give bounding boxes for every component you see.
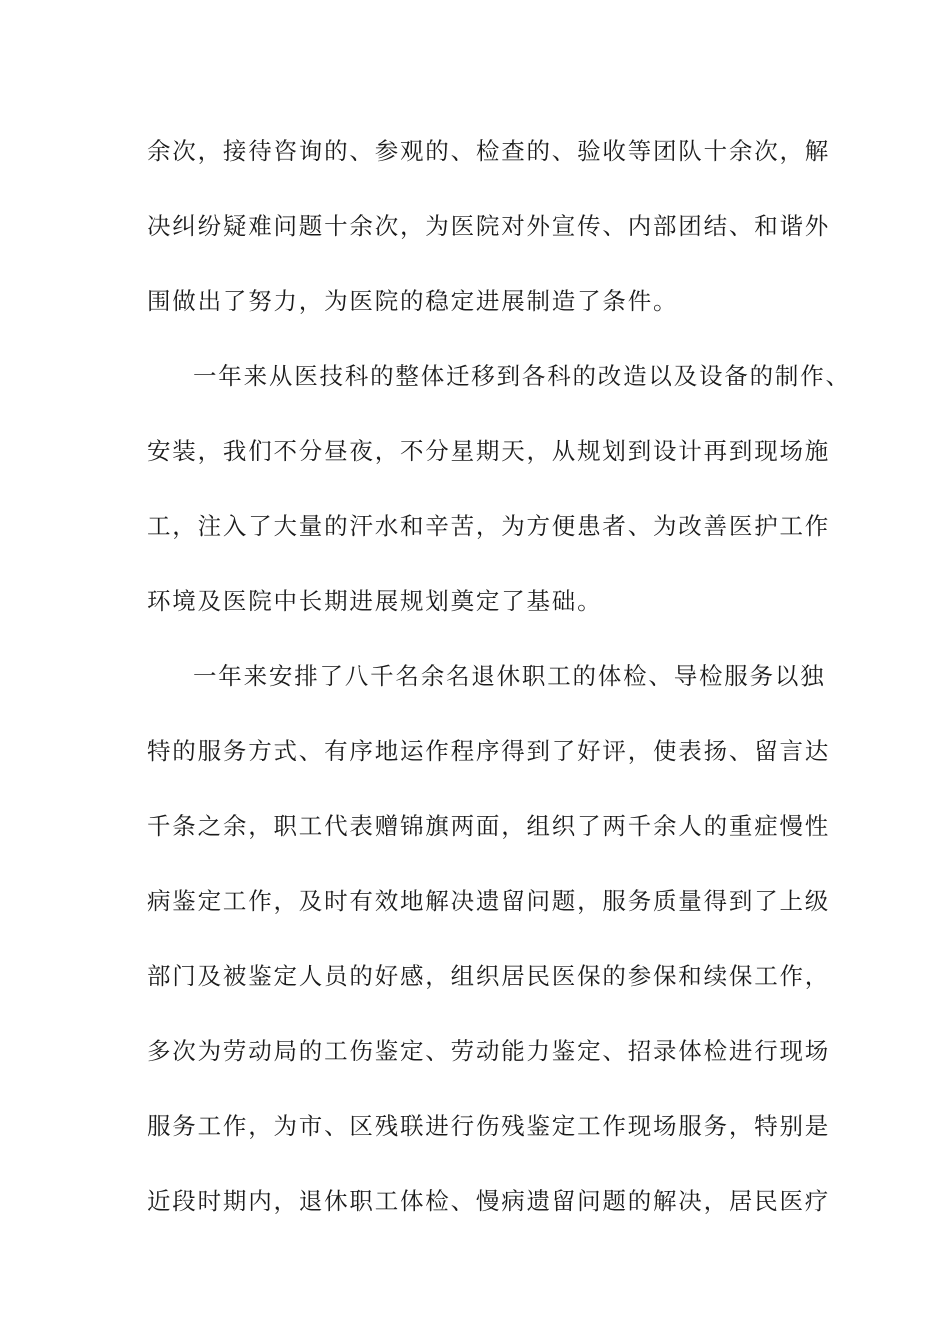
text-line: 千条之余，职工代表赠锦旗两面，组织了两千余人的重症慢性 xyxy=(147,812,831,840)
text-line: 部门及被鉴定人员的好感，组织居民医保的参保和续保工作， xyxy=(147,962,831,990)
paragraph-first-line: 一年来安排了八千名余名退休职工的体检、导检服务以独 xyxy=(193,662,826,690)
text-line: 决纠纷疑难问题十余次，为医院对外宣传、内部团结、和谐外 xyxy=(147,212,831,240)
text-line: 特的服务方式、有序地运作程序得到了好评，使表扬、留言达 xyxy=(147,737,831,765)
text-line: 安装，我们不分昼夜，不分星期天，从规划到设计再到现场施 xyxy=(147,437,831,465)
paragraph-first-line: 一年来从医技科的整体迁移到各科的改造以及设备的制作、 xyxy=(193,362,851,390)
text-line: 近段时期内，退休职工体检、慢病遗留问题的解决，居民医疗 xyxy=(147,1187,831,1215)
text-line: 多次为劳动局的工伤鉴定、劳动能力鉴定、招录体检进行现场 xyxy=(147,1037,831,1065)
text-line: 余次，接待咨询的、参观的、检查的、验收等团队十余次，解 xyxy=(147,137,831,165)
text-line: 环境及医院中长期进展规划奠定了基础。 xyxy=(147,587,603,615)
text-line: 服务工作，为市、区残联进行伤残鉴定工作现场服务，特别是 xyxy=(147,1112,831,1140)
text-line: 围做出了努力，为医院的稳定进展制造了条件。 xyxy=(147,287,679,315)
text-line: 病鉴定工作，及时有效地解决遗留问题，服务质量得到了上级 xyxy=(147,887,831,915)
text-line: 工，注入了大量的汗水和辛苦，为方便患者、为改善医护工作 xyxy=(147,512,831,540)
